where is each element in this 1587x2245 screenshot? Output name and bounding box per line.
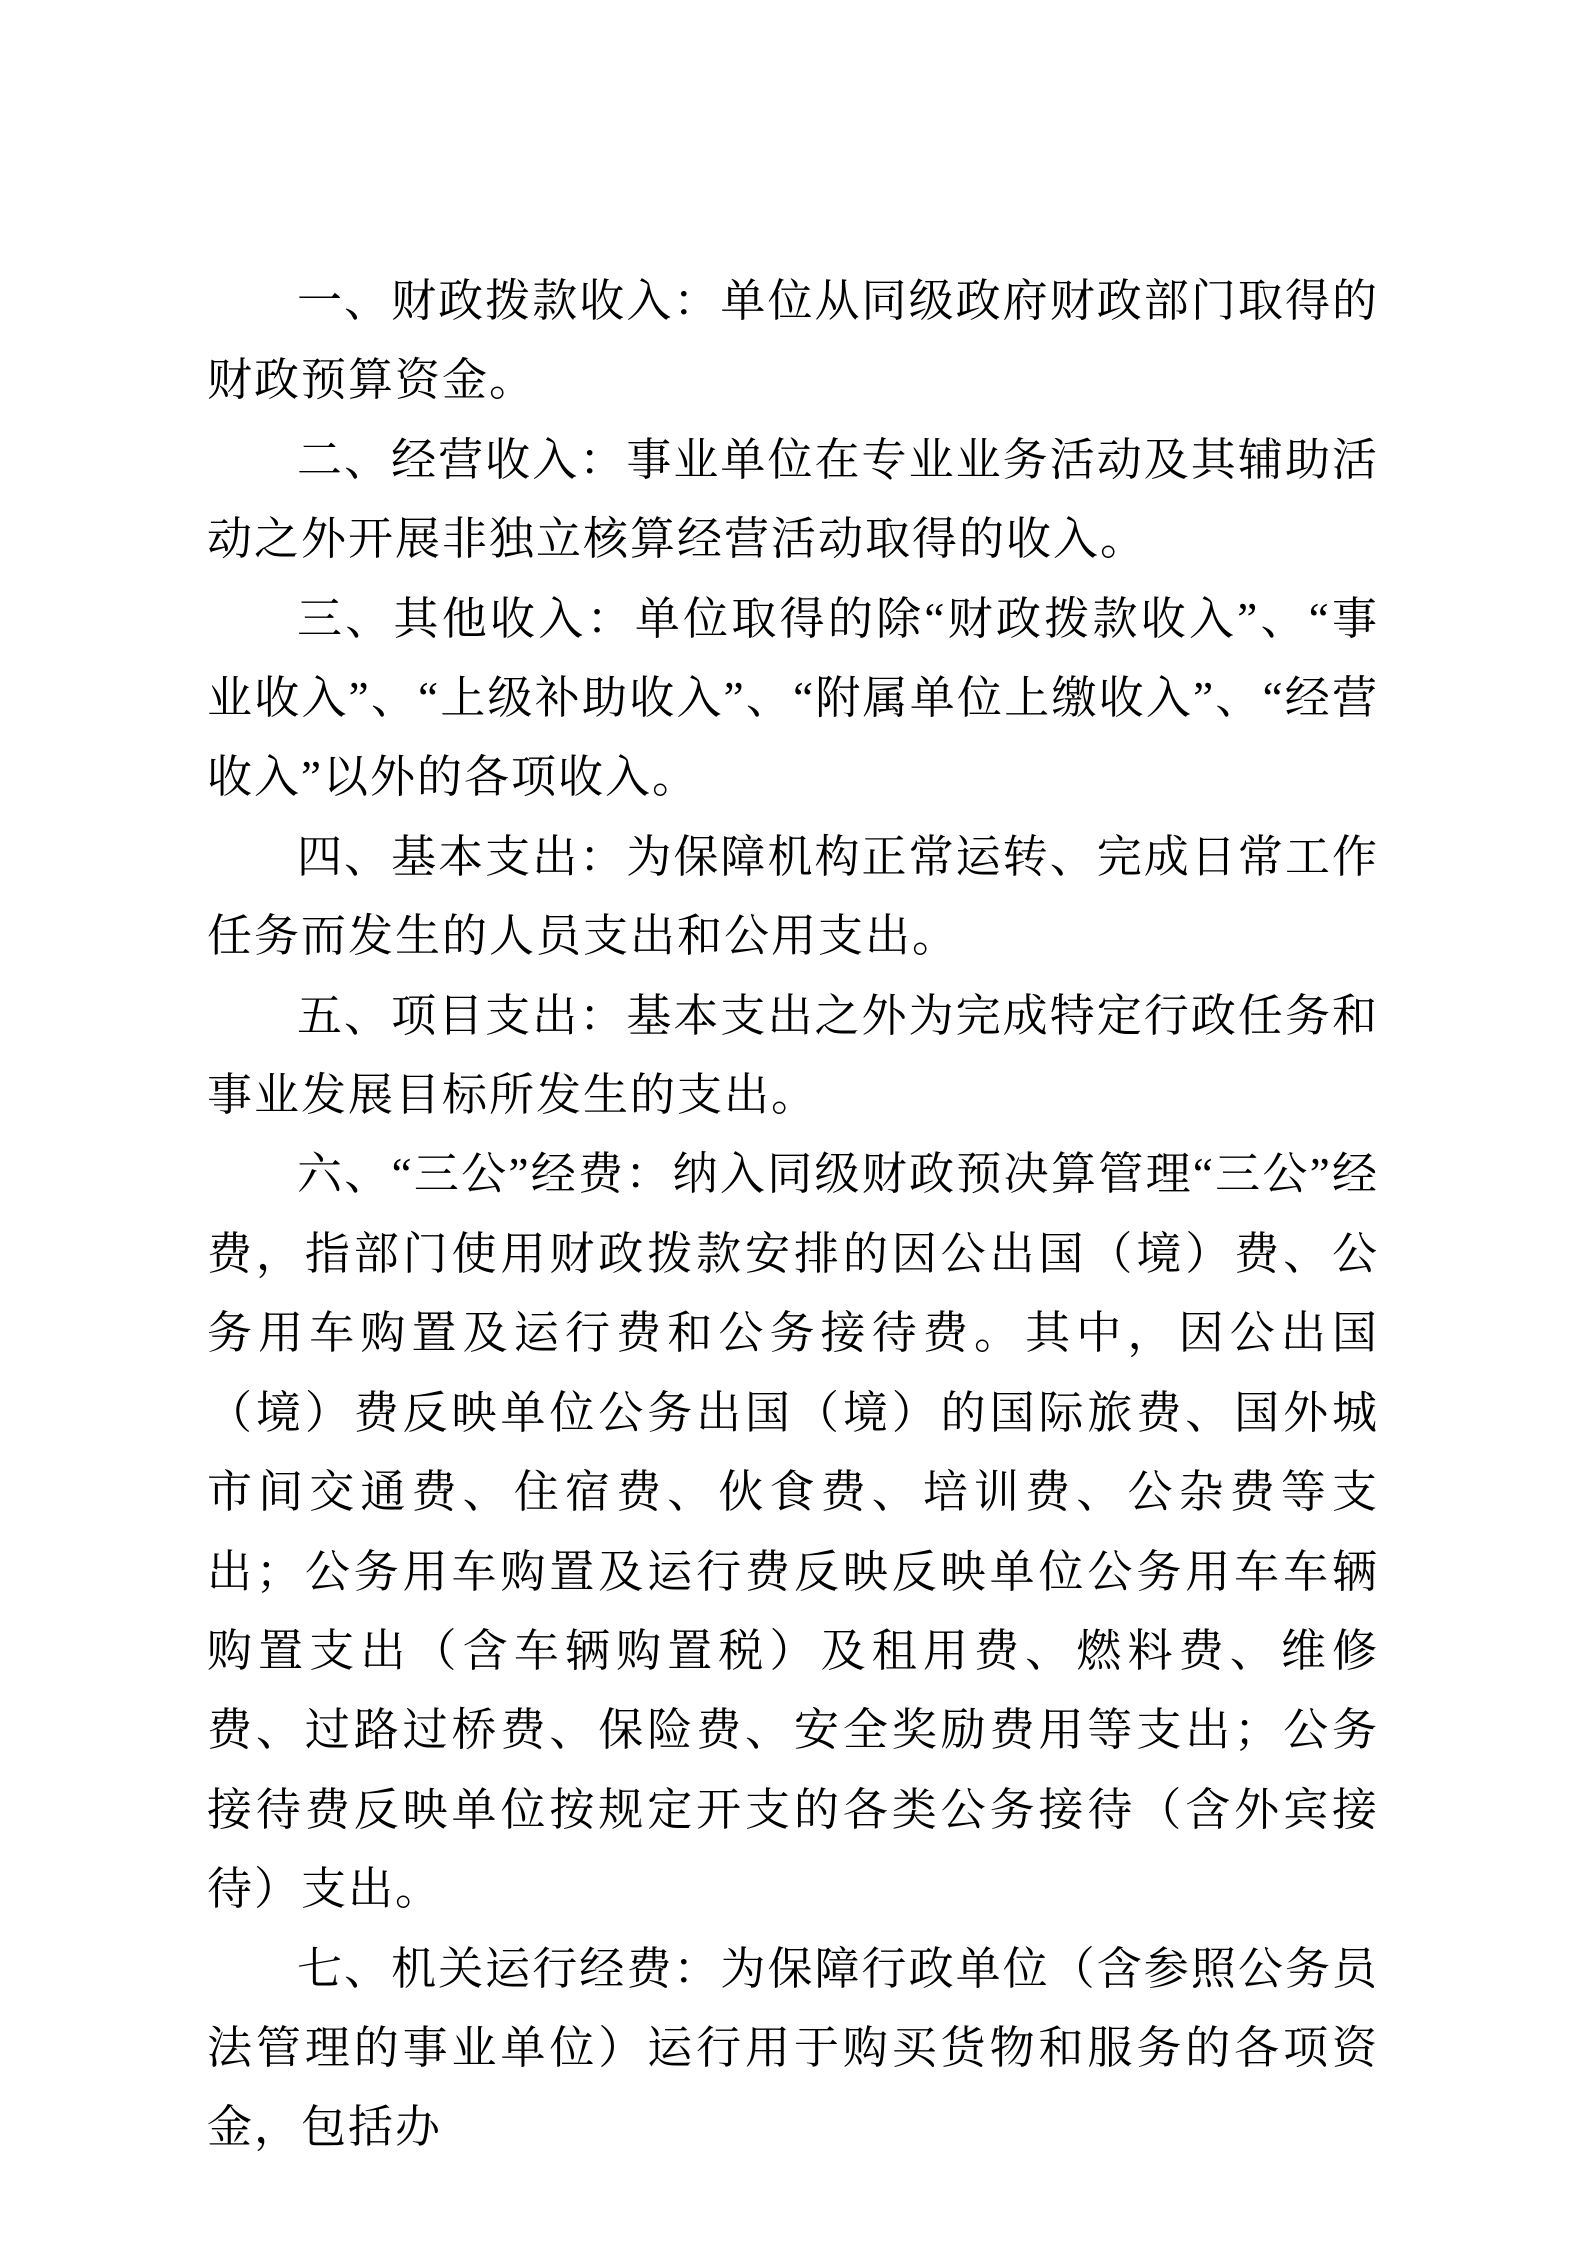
document-body-text [207,262,1379,2168]
paragraph-three-public-funds: 六、“三公”经费：纳入同级财政预决算管理“三公”经费，指部门使用财政拨款安排的因公出国（境）费、公务用车购置及运行费和公务接待费。其中，因公出国（境）费反映单位公务出国（境）的国际旅费、国外城市间交通费、住宿费、伙食费、培训费、公杂费等支出；公务用车购置及运行费反映反映单位公务用车车辆购置支出（含车辆购置税）及租用费、燃料费、维修费、过路过桥费、保险费、安全奖励费用等支出；公务接待费反映单位按规定开支的各类公务接待（含外宾接待）支出。 [207,1149,1379,1915]
paragraph-other-income: 三、其他收入：单位取得的除“财政拨款收入”、“事业收入”、“上级补助收入”、“附属单位上缴收入”、“经营收入”以外的各项收入。 [207,593,1379,803]
paragraph-operating-income: 二、经营收入：事业单位在专业业务活动及其辅助活动之外开展非独立核算经营活动取得的收入。 [207,434,1379,565]
paragraph-basic-expenditure: 四、基本支出：为保障机构正常运转、完成日常工作任务而发生的人员支出和公用支出。 [207,831,1379,962]
paragraph-agency-operating-funds: 七、机关运行经费：为保障行政单位（含参照公务员法管理的事业单位）运行用于购买货物和服务的各项资金，包括办 [207,1943,1379,2153]
paragraph-fiscal-appropriation-income: 一、财政拨款收入：单位从同级政府财政部门取得的财政预算资金。 [207,276,1379,406]
paragraph-project-expenditure: 五、项目支出：基本支出之外为完成特定行政任务和事业发展目标所发生的支出。 [207,990,1379,1121]
